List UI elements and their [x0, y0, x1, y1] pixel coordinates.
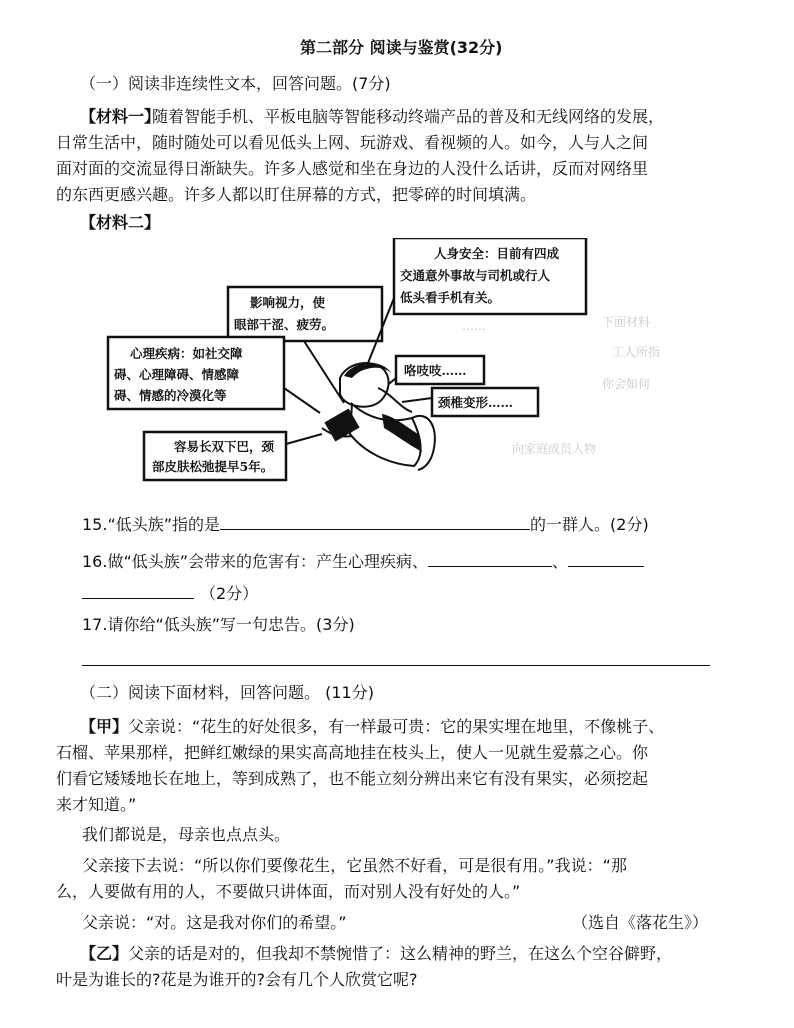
bubble-vision-line: 眼部干涩、疲劳。: [234, 317, 335, 332]
q16-answer-blank-3[interactable]: [82, 584, 194, 599]
bubble-mental-line: 碍、心理障碍、情感障: [114, 367, 240, 382]
bubble-chin: [144, 432, 322, 480]
question-16: [82, 552, 644, 570]
question-17: 17.请你给“低头族”写一句忠告。(3分): [82, 615, 355, 634]
bubble-safety-line: 低头看手机有关。: [400, 290, 501, 305]
q16-answer-blank-1[interactable]: [428, 552, 552, 567]
yi-label: 【乙】: [80, 944, 129, 963]
bubble-spine: [402, 388, 538, 416]
material1-line: 面对面的交流显得日渐缺失。许多人感觉和坐在身边的人没什么话讲，反而对网络里: [56, 159, 649, 178]
bubble-safety-line: 人身安全：目前有四成: [434, 246, 560, 261]
bubble-mental-line: 心理疾病：如社交障: [130, 346, 243, 361]
q16-separator: 、: [552, 552, 569, 571]
material1-line: 日常生活中，随时随处可以看见低头上网、玩游戏、看视频的人。如今，人与人之间: [56, 133, 649, 152]
q17-answer-line[interactable]: [82, 665, 710, 666]
bubble-vision-line: 影响视力，使: [250, 295, 326, 310]
jia-label: 【甲】: [80, 717, 129, 736]
bubble-mental-line: 碍、情感的冷漠化等: [114, 388, 227, 403]
bubble-safety-line: 交通意外事故与司机或行人: [400, 268, 551, 283]
bubble-chin-line: 容易长双下巴，颈: [174, 439, 275, 454]
section-title: 第二部分 阅读与鉴赏(32分): [300, 38, 503, 57]
q16-answer-blank-2[interactable]: [568, 552, 644, 567]
q15-answer-blank[interactable]: [220, 515, 530, 530]
father-line: 么，人要做有用的人，不要做只讲体面，而对别人没有好处的人。”: [56, 882, 521, 901]
svg-text:颈椎变形……: 颈椎变形……: [438, 395, 514, 410]
jia-line: 父亲说：“花生的好处很多，有一样最可贵：它的果实埋在地里，不像桃子、: [128, 717, 665, 736]
material1-line: 的东西更感兴趣。许多人都以盯住屏幕的方式，把零碎的时间填满。: [56, 185, 537, 204]
jia-line: 们看它矮矮地长在地上，等到成熟了，也不能立刻分辨出来它有没有果实，必须挖起: [56, 769, 649, 788]
svg-text:下面材料: 下面材料: [602, 315, 651, 329]
q16-score: （2分）: [200, 584, 259, 603]
material1-label: 【材料一】: [80, 107, 161, 126]
svg-text:向家庭成员人物: 向家庭成员人物: [512, 442, 597, 456]
yi-line: 叶是为谁长的?花是为谁开的?会有几个人欣赏它呢?: [56, 970, 418, 989]
question-15: [82, 515, 649, 533]
svg-text:你会如何: 你会如何: [602, 377, 651, 391]
question-16-cont: [82, 584, 258, 602]
jia-line: 来才知道。”: [56, 795, 137, 814]
material2-label: 【材料二】: [80, 213, 161, 232]
bubble-chin-line: 部皮肤松弛提早5年。: [152, 459, 274, 474]
bubble-mental: [108, 337, 320, 413]
yi-line: 父亲的话是对的，但我却不禁惋惜了：这么精神的野兰，在这么个空谷僻野，: [128, 944, 673, 963]
father-hope-line: 父亲说：“对。这是我对你们的希望。”: [82, 913, 347, 932]
father-line: 父亲接下去说：“所以你们要像花生，它虽然不好看，可是很有用。”我说：“那: [82, 856, 627, 875]
q15-suffix: 的一群人。(2分): [530, 515, 649, 534]
svg-text:……: ……: [462, 319, 486, 333]
svg-text:工人所指: 工人所指: [612, 345, 661, 359]
material1-line: 随着智能手机、平板电脑等智能移动终端产品的普及和无线网络的发展，: [152, 107, 665, 126]
source-citation: （选自《落花生》）: [572, 913, 709, 932]
part1-heading: （一）阅读非连续性文本，回答问题。(7分): [80, 74, 391, 93]
q16-text: 16.做“低头族”会带来的危害有：产生心理疾病、: [82, 552, 429, 571]
part2-heading: （二）阅读下面材料，回答问题。 (11分): [80, 683, 374, 702]
q15-prefix: 15.“低头族”指的是: [82, 515, 221, 534]
svg-text:咯吱吱……: 咯吱吱……: [404, 363, 467, 378]
jia-line: 石榴、苹果那样，把鲜红嫩绿的果实高高地挂在枝头上，使人一见就生爱慕之心。你: [56, 743, 649, 762]
cartoon-illustration: [82, 238, 722, 482]
mother-line: 我们都说是，母亲也点点头。: [82, 825, 291, 844]
